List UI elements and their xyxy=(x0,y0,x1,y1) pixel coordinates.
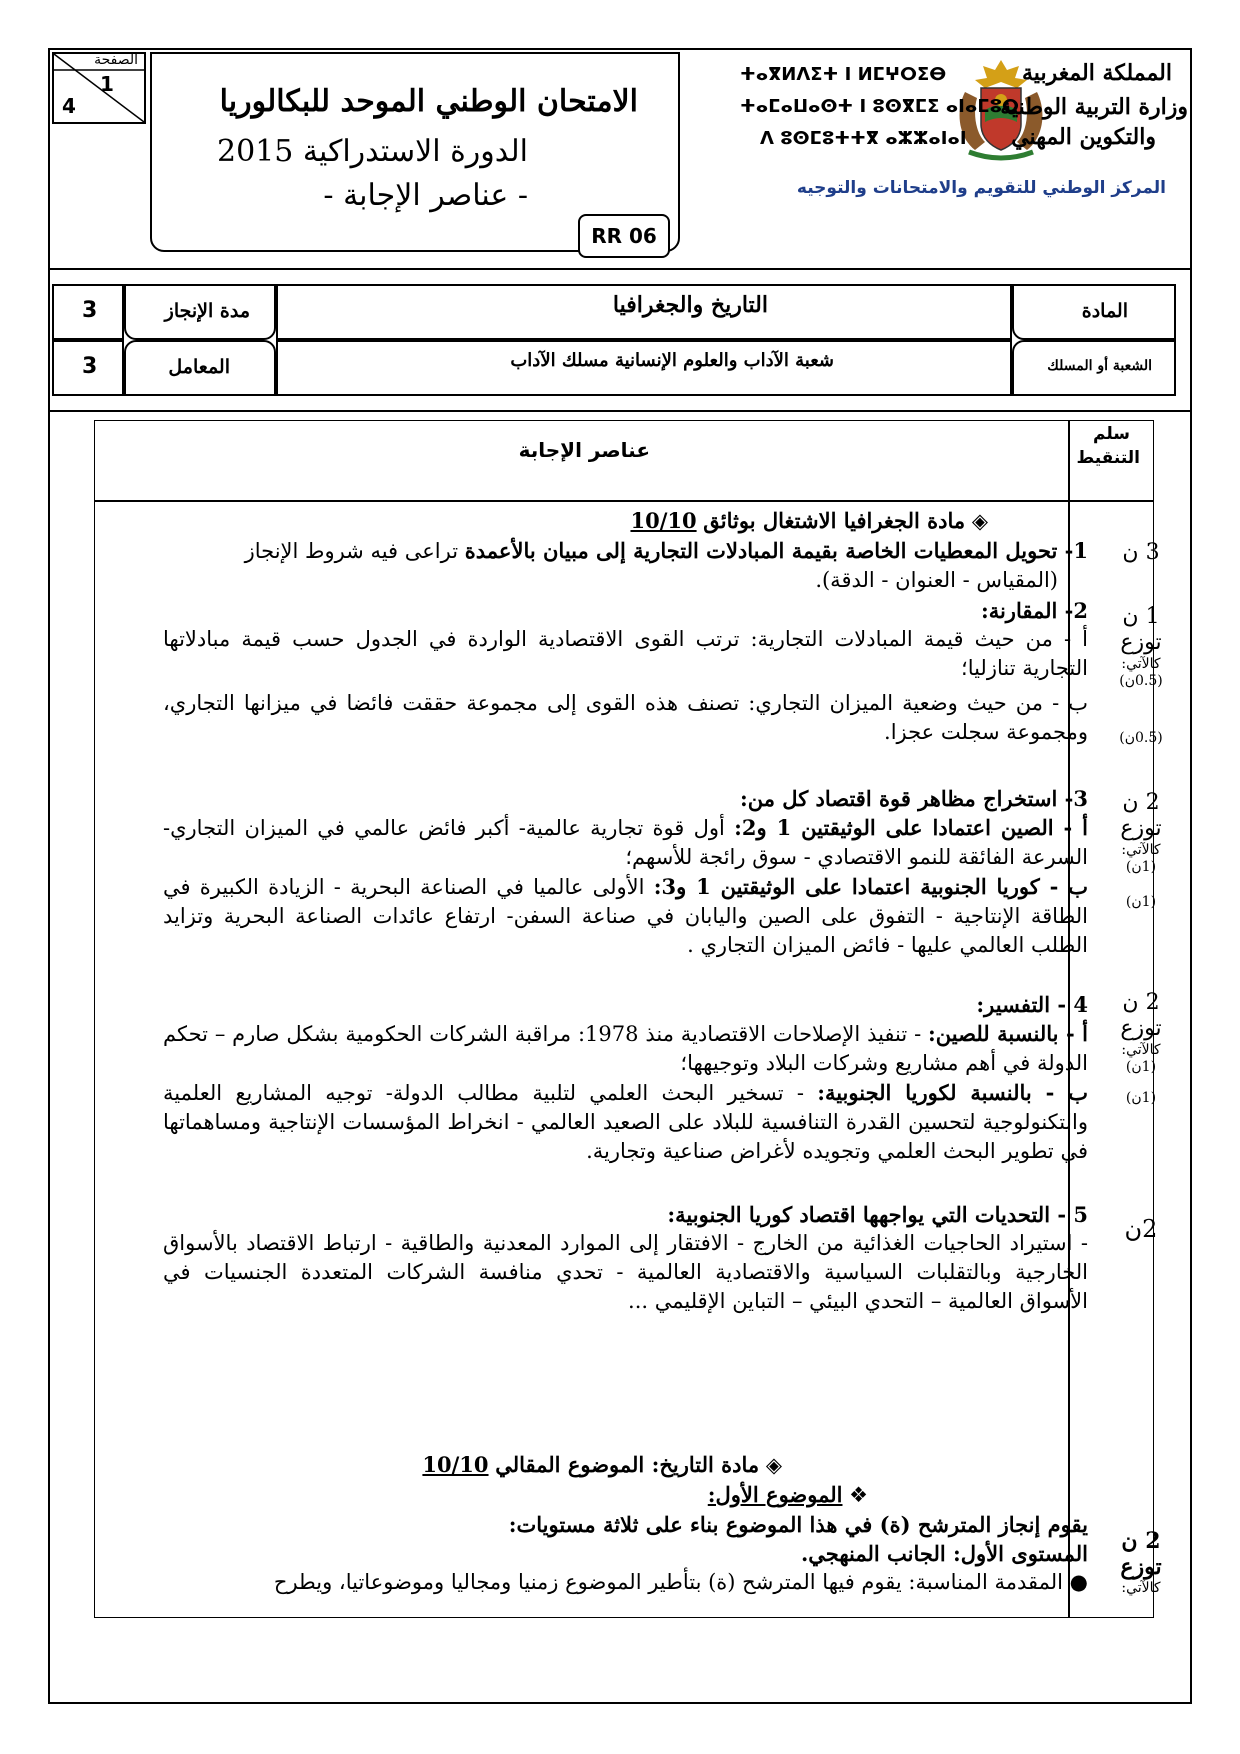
diamond-icon: ◈ xyxy=(971,509,988,533)
score-hist-as-follows: كالآتي: xyxy=(1121,1580,1161,1596)
geo-title-score: 10/10 xyxy=(630,508,697,533)
q3b-rest: الأولى عالميا في الصناعة البحرية - الزيادة الكبيرة في الطاقة الإنتاجية - التفوق على الصين واليابان في صناعة السفن- ارتفاع عائدات الصناعة البحرية وتزايد الطلب العالمي عليها - فائض الميزان التجاري . xyxy=(163,875,1088,957)
score-q3b: (1ن) xyxy=(1125,894,1157,910)
geo-title-row xyxy=(163,506,1088,536)
coef-value-cell xyxy=(52,340,124,396)
q5-title: 5 - التحديات التي يواجهها اقتصاد كوريا الجنوبية: xyxy=(667,1202,1088,1227)
geo-title: مادة الجغرافيا الاشتغال بوثائق xyxy=(703,508,966,533)
duration-value-cell xyxy=(52,284,124,340)
table-header-divider xyxy=(94,500,1154,502)
q3-block xyxy=(163,784,1088,960)
ministry-name-2: والتكوين المهني xyxy=(1011,124,1156,150)
q4b-rest: - تسخير البحث العلمي لتلبية مطالب الدولة- توجيه المشاريع العلمية والتكنولوجية لتحسين القدرة التنافسية للبلاد على الصعيد العالمي - انخراط المؤسسات الإنتاجية ومساهماتها في تطوير البحث العلمي وتجويده لأغراض صناعية وتجارية. xyxy=(163,1081,1088,1163)
coef-value: 3 xyxy=(82,354,98,379)
hist-level1: المستوى الأول: الجانب المنهجي. xyxy=(800,1541,1088,1566)
page-number-box xyxy=(52,52,146,124)
q2b-text: ب - من حيث وضعية الميزان التجاري: تصنف هذه القوى إلى مجموعة حققت فائضا في ميزانها التجاري، ومجموعة سجلت عجزا. xyxy=(163,691,1088,744)
score-q4-as-follows: كالآتي: xyxy=(1121,1042,1161,1058)
hist-title-row xyxy=(163,1450,1088,1480)
tifinagh-line-1: ⵜⴰⴳⵍⴷⵉⵜ ⵏ ⵍⵎⵖⵔⵉⴱ xyxy=(740,64,947,85)
exam-session: الدورة الاستدراكية 2015 xyxy=(217,134,528,169)
page-number: 1 xyxy=(100,72,114,96)
q5-text: - استيراد الحاجيات الغذائية من الخارج - الافتقار إلى الموارد المعدنية والطاقية - ارتباط الاقتصاد بالأسواق الخارجية وبالتقلبات السياسية والاقتصادية العالمية - تحدي منافسة الشركات المتعددة الجنسيات في الأسواق العالمية – التحدي البيئي – التباين الإقليمي ... xyxy=(163,1231,1088,1313)
info-bottom-rule xyxy=(48,410,1192,412)
score-q3: 2 ن توزع xyxy=(1120,790,1162,841)
hist-bullet1: المقدمة المناسبة: يقوم فيها المترشح (ة) بتأطير الموضوع زمنيا ومجاليا وموضوعاتيا، ويطرح xyxy=(273,1570,1063,1594)
branch-label: الشعبة أو المسلك xyxy=(1047,358,1152,374)
q4-title: 4 - التفسير: xyxy=(976,992,1088,1017)
score-q2-block xyxy=(1100,604,1182,690)
hist-topic1-row xyxy=(163,1480,1088,1510)
ministry-name-1: وزارة التربية الوطنية xyxy=(1000,94,1188,120)
coef-label: المعامل xyxy=(168,356,230,378)
center-name: المركز الوطني للتقويم والامتحانات والتوجيه xyxy=(796,178,1166,198)
q1-rest: تراعى فيه شروط الإنجاز xyxy=(244,539,459,563)
page-total: 4 xyxy=(62,94,76,118)
branch-label-cell xyxy=(1012,340,1176,396)
duration-label: مدة الإنجاز xyxy=(164,300,250,322)
exam-code: RR 06 xyxy=(578,214,670,258)
hist-intro: يقوم إنجاز المترشح (ة) في هذا الموضوع بناء على ثلاثة مستويات: xyxy=(508,1512,1088,1537)
q1-line2: (المقياس - العنوان - الدقة). xyxy=(815,568,1058,592)
score-q5: 2ن xyxy=(1124,1215,1158,1243)
score-q4a: (1ن) xyxy=(1125,1059,1157,1075)
tifinagh-line-3: ⴷ ⵓⵙⵎⵓⵜⵜⴳ ⴰⵣⵣⴰⵏⴰⵏ xyxy=(760,128,967,149)
score-q3-block xyxy=(1100,790,1182,876)
q3a-bold: أ - الصين اعتمادا على الوثيقتين 1 و2: xyxy=(734,815,1088,840)
score-q3-as-follows: كالآتي: xyxy=(1121,842,1161,858)
score-q2b: (0.5ن) xyxy=(1119,730,1163,746)
score-hist: 2 ن توزع xyxy=(1120,1528,1162,1580)
score-q2a: (0.5ن) xyxy=(1119,673,1163,689)
subject-label-cell xyxy=(1012,284,1176,340)
score-q2: 1 ن توزع xyxy=(1120,604,1162,655)
subject-label: المادة xyxy=(1081,300,1128,322)
branch-value-cell xyxy=(276,340,1012,396)
info-top-rule xyxy=(48,268,1192,270)
score-q4: 2 ن توزع xyxy=(1120,990,1162,1041)
score-q3a: (1ن) xyxy=(1125,859,1157,875)
q4b-bold: ب - بالنسبة لكوريا الجنوبية: xyxy=(817,1080,1089,1105)
q2-title: 2- المقارنة: xyxy=(980,598,1088,623)
subject-value-cell xyxy=(276,284,1012,340)
q2-block xyxy=(163,596,1088,747)
col-answers-header: عناصر الإجابة xyxy=(518,438,650,462)
q3b-bold: ب - كوريا الجنوبية اعتمادا على الوثيقتين 1 و3: xyxy=(653,874,1088,899)
col-scale-header-2: التنقيط xyxy=(1076,448,1140,468)
q1-block xyxy=(163,536,1088,595)
score-q2-as-follows: كالآتي: xyxy=(1121,656,1161,672)
page-label: الصفحة xyxy=(94,52,138,68)
subject-value: التاريخ والجغرافيا xyxy=(612,292,768,318)
q4a-rest: - تنفيذ الإصلاحات الاقتصادية منذ 1978: مراقبة الشركات الحكومية بشكل صارم – تحكم الدولة في أهم مشاريع وشركات البلاد وتوجيهها؛ xyxy=(163,1022,1088,1075)
star-icon: ❖ xyxy=(849,1483,868,1507)
col-scale-header-1: سلم xyxy=(1093,424,1130,444)
kingdom-name: المملكة المغربية xyxy=(1022,60,1172,86)
duration-value: 3 xyxy=(82,298,98,323)
hist-title-score: 10/10 xyxy=(422,1452,489,1477)
answer-key-label: - عناصر الإجابة - xyxy=(323,178,528,213)
branch-value: شعبة الآداب والعلوم الإنسانية مسلك الآداب xyxy=(510,350,834,371)
score-q3b-wrap xyxy=(1100,894,1182,911)
hist-intro-row xyxy=(163,1510,1088,1597)
q4a-bold: أ - بالنسبة للصين: xyxy=(928,1021,1088,1046)
score-q4-block xyxy=(1100,990,1182,1076)
q3a-rest: أول قوة تجارية عالمية- أكبر فائض عالمي في الميزان التجاري- السرعة الفائقة للنمو الاقتصادي - سوق رائجة للأسهم؛ xyxy=(163,816,1088,869)
q2a-text: أ - من حيث قيمة المبادلات التجارية: ترتب القوى الاقتصادية الواردة في الجدول حسب قيمة مبادلاتها التجارية تنازليا؛ xyxy=(163,627,1088,680)
q4-block xyxy=(163,990,1088,1166)
q5-block xyxy=(163,1200,1088,1316)
hist-title: مادة التاريخ: الموضوع المقالي xyxy=(495,1452,760,1477)
bullet-icon: ● xyxy=(1063,1570,1088,1594)
duration-label-cell xyxy=(124,284,276,340)
hist-topic1: الموضوع الأول: xyxy=(707,1482,843,1507)
q3-title: 3- استخراج مظاهر قوة اقتصاد كل من: xyxy=(740,786,1088,811)
score-q1: 3 ن xyxy=(1122,540,1160,565)
q1-bold: 1- تحويل المعطيات الخاصة بقيمة المبادلات التجارية إلى مبيان بالأعمدة xyxy=(464,538,1088,563)
coef-label-cell xyxy=(124,340,276,396)
score-hist-block xyxy=(1100,1528,1182,1597)
score-q4b-wrap xyxy=(1100,1090,1182,1107)
tifinagh-line-2: ⵜⴰⵎⴰⵡⴰⵙⵜ ⵏ ⵓⵙⴳⵎⵉ ⴰⵏⴰⵎⵓⵔ xyxy=(740,96,1019,117)
diamond-icon-2: ◈ xyxy=(765,1453,782,1477)
score-q4b: (1ن) xyxy=(1125,1090,1157,1106)
exam-title: الامتحان الوطني الموحد للبكالوريا xyxy=(219,84,638,119)
score-q2b-wrap xyxy=(1100,730,1182,747)
